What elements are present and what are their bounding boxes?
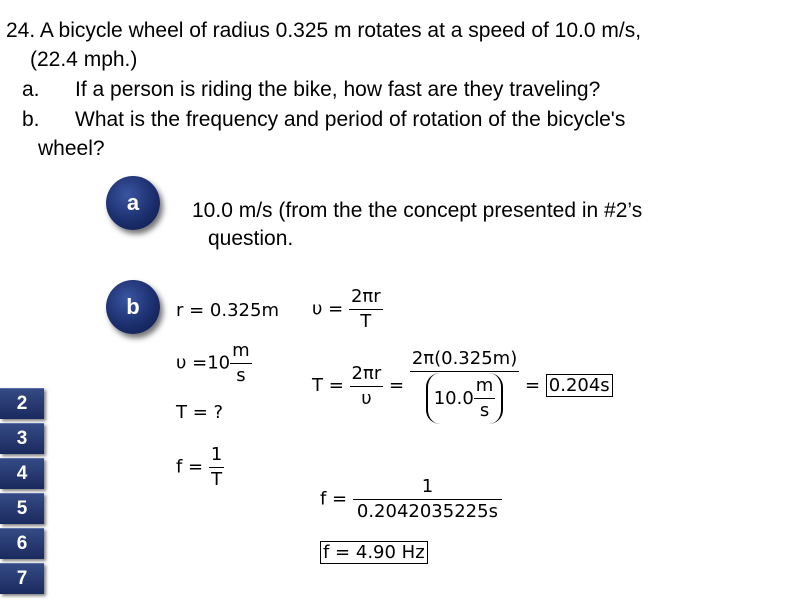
nav-slide-2[interactable]: 2 — [0, 388, 44, 419]
nav-slide-4[interactable]: 4 — [0, 458, 44, 489]
f-one: 1 — [210, 444, 223, 465]
question-line-2: (22.4 mph.) — [30, 48, 138, 71]
v-eq-lhs: υ = — [312, 298, 344, 320]
question-a-label: a. — [22, 78, 40, 101]
equals-sign-2: = — [524, 375, 541, 396]
f-lhs: f = — [176, 456, 204, 478]
unit-m: m — [232, 340, 250, 361]
answer-a-badge[interactable]: a — [106, 176, 160, 230]
period-numerator-value: 2π(0.325m) — [411, 348, 518, 369]
equals-sign: = — [388, 375, 405, 396]
nav-slide-7[interactable]: 7 — [0, 563, 44, 594]
v-eq-numerator: 2πr — [350, 286, 381, 307]
frequency-computation — [320, 476, 502, 523]
answer-a-line-2: question. — [208, 227, 294, 250]
question-a-text: If a person is riding the bike, how fast are they traveling? — [75, 78, 601, 101]
speed-coefficient: 10 — [207, 352, 231, 374]
unit-s: s — [236, 365, 246, 386]
given-radius: r = 0.325m — [176, 300, 279, 321]
frequency-formula — [176, 444, 224, 491]
given-period: T = ? — [176, 402, 224, 423]
f-T: T — [211, 469, 223, 490]
question-b-label: b. — [22, 108, 40, 131]
frequency-result: f = 4.90 Hz — [320, 541, 428, 564]
question-b-text: What is the frequency and period of rotation of the bicycle's — [75, 108, 626, 131]
f-denominator: 0.2042035225s — [356, 501, 498, 522]
frequency-result-wrap — [320, 542, 428, 564]
nav-slide-6[interactable]: 6 — [0, 528, 44, 559]
v-eq-denominator: T — [360, 311, 372, 332]
speed-value: 10.0 — [433, 387, 474, 409]
speed-symbol: υ = — [176, 352, 208, 374]
nav-slide-3[interactable]: 3 — [0, 423, 44, 454]
period-computation — [312, 348, 613, 424]
period-denominator-symbolic: υ — [361, 387, 372, 409]
period-numerator-symbolic: 2πr — [351, 362, 382, 384]
period-result: 0.204s — [546, 374, 613, 397]
question-b-text-2: wheel? — [38, 137, 105, 160]
f-lhs-2: f = — [320, 488, 348, 510]
unit-m-2: m — [475, 375, 494, 396]
question-line-1: 24. A bicycle wheel of radius 0.325 m rotates at a speed of 10.0 m/s, — [6, 19, 642, 42]
unit-s-2: s — [479, 400, 490, 421]
f-numerator: 1 — [421, 476, 434, 497]
given-speed — [176, 340, 252, 387]
nav-slide-5[interactable]: 5 — [0, 493, 44, 524]
speed-formula — [312, 286, 383, 333]
T-lhs: T = — [312, 375, 344, 396]
answer-b-badge[interactable]: b — [106, 280, 160, 334]
answer-a-line-1: 10.0 m/s (from the the concept presented in #2’s — [192, 199, 643, 222]
